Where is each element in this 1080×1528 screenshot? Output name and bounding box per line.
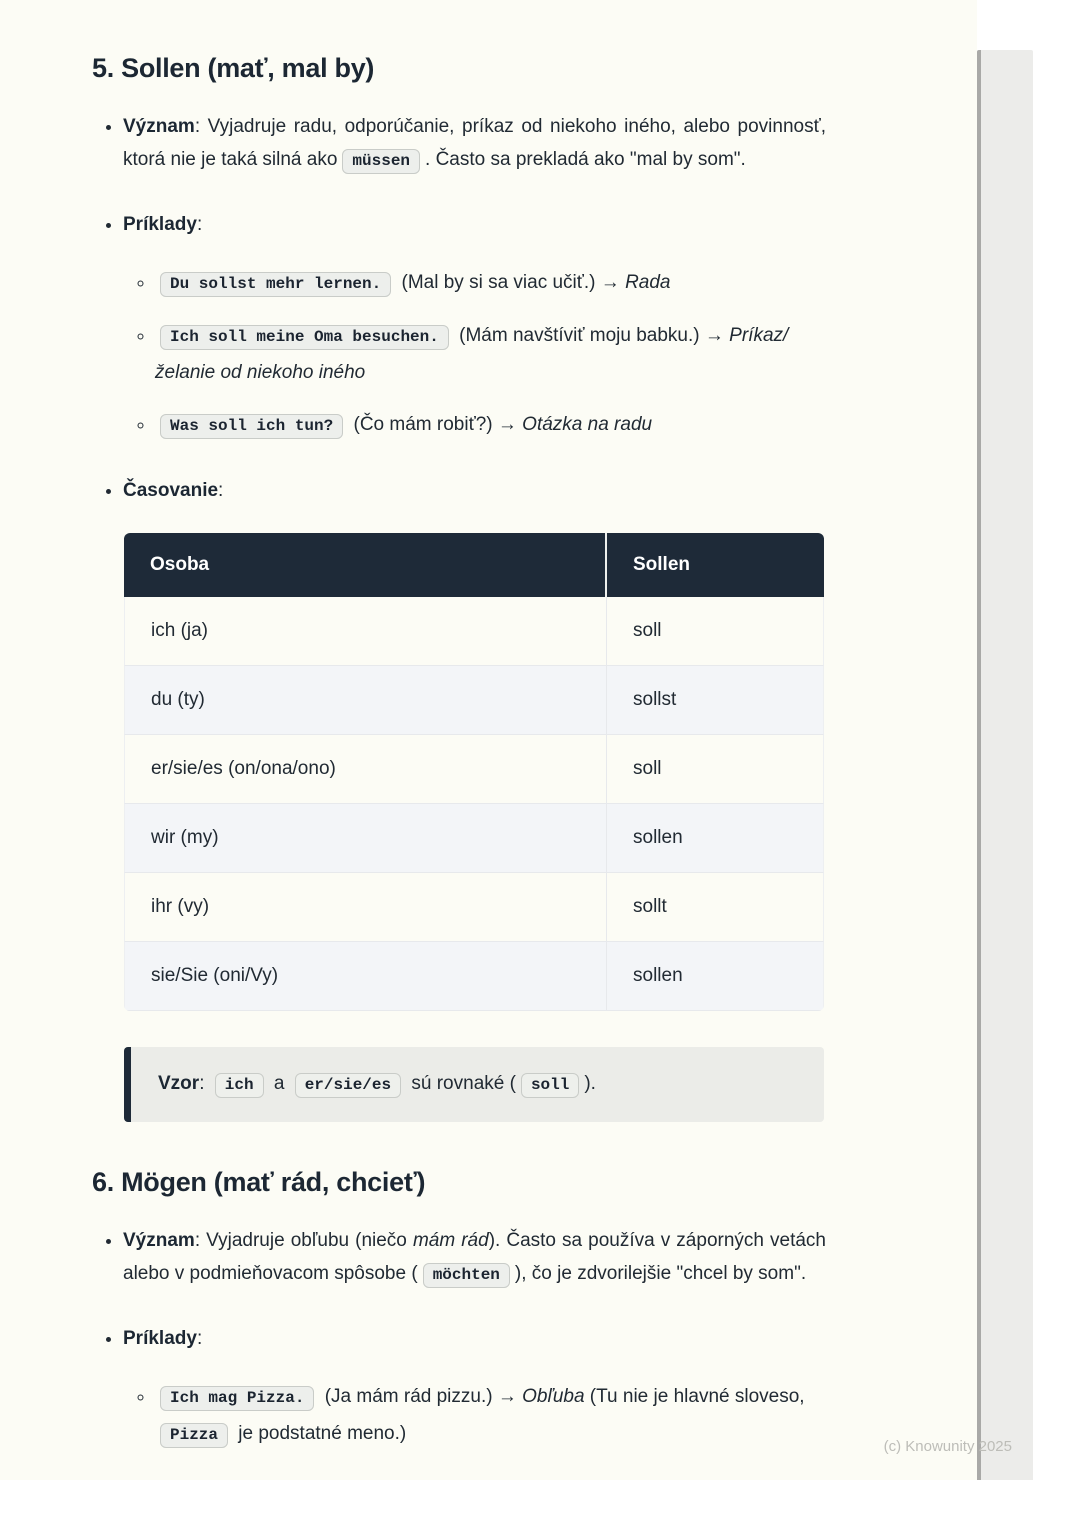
bold-text: Význam <box>123 116 195 137</box>
table-row <box>124 942 824 1011</box>
section-6-heading: 6. Mögen (mať rád, chcieť) <box>92 1167 426 1197</box>
code-chip: soll <box>521 1073 579 1098</box>
table-cell: soll <box>607 735 824 804</box>
table-header-row <box>124 533 824 597</box>
section-5-examples-list <box>123 265 826 444</box>
table-cell: wir (my) <box>124 804 607 873</box>
table-row <box>124 597 824 666</box>
example-item: ◦ Du sollst mehr lernen. (Mal by si sa viac učiť.) → Rada <box>155 265 826 302</box>
italic-text: Obľuba <box>522 1386 585 1407</box>
conjugation-table-head <box>124 533 824 597</box>
section-6-vyznam-item: • Význam: Vyjadruje obľubu (niečo mám rád). Často sa používa v záporných vetách alebo v podmieňovacom spôsobe ( möchten ), čo je zdvorilejšie "chcel by som". <box>123 1224 826 1292</box>
section-6-bullet-list <box>92 1224 826 1453</box>
table-row <box>124 873 824 942</box>
code-chip: Was soll ich tun? <box>160 414 343 439</box>
table-row <box>124 666 824 735</box>
section-6-priklady-item <box>123 1322 826 1453</box>
code-chip: er/sie/es <box>295 1073 401 1098</box>
table-row <box>124 804 824 873</box>
bold-text: Príklady <box>123 214 197 235</box>
example-item: ◦ Ich mag Pizza. (Ja mám rád pizzu.) → Obľuba (Tu nie je hlavné sloveso, Pizza je podstatné meno.) <box>155 1379 826 1453</box>
document-content <box>92 52 826 1453</box>
conjugation-table <box>124 533 824 1011</box>
section-5-bullet-list <box>92 110 826 507</box>
section-6-examples-list <box>123 1379 826 1453</box>
section-5-casovanie-item: • Časovanie: <box>123 474 826 507</box>
code-chip: müssen <box>342 149 420 174</box>
table-row <box>124 735 824 804</box>
section-5-heading: 5. Sollen (mať, mal by) <box>92 53 375 83</box>
conjugation-table-body <box>124 597 824 1011</box>
bold-text: Vzor <box>158 1073 200 1094</box>
italic-text: Príkaz/želanie od niekoho iného <box>155 325 789 383</box>
italic-text: Rada <box>625 272 671 293</box>
section-5-priklady-item <box>123 208 826 444</box>
section-5-vyznam-item: • Význam: Vyjadruje radu, odporúčanie, príkaz od niekoho iného, alebo povinnosť, ktorá nie je taká silná ako müssen . Často sa prekladá ako "mal by som". <box>123 110 826 178</box>
code-chip: Du sollst mehr lernen. <box>160 272 391 297</box>
table-cell: sollt <box>607 873 824 942</box>
table-cell: sie/Sie (oni/Vy) <box>124 942 607 1011</box>
example-item: ◦ Was soll ich tun? (Čo mám robiť?) → Otázka na radu <box>155 407 826 444</box>
vzor-callout: Vzor: ich a er/sie/es sú rovnaké ( soll ). <box>124 1047 824 1122</box>
table-header-sollen: Sollen <box>607 533 824 597</box>
bold-text: Význam <box>123 1230 195 1251</box>
table-cell: soll <box>607 597 824 666</box>
table-header-osoba: Osoba <box>124 533 607 597</box>
copyright-watermark: (c) Knowunity 2025 <box>883 1438 1012 1455</box>
code-chip: Ich soll meine Oma besuchen. <box>160 325 449 350</box>
table-cell: ihr (vy) <box>124 873 607 942</box>
code-chip: möchten <box>423 1263 510 1288</box>
scrollbar-track[interactable] <box>977 50 1033 1480</box>
code-chip: Ich mag Pizza. <box>160 1386 314 1411</box>
table-cell: du (ty) <box>124 666 607 735</box>
italic-text: mám rád <box>412 1230 489 1251</box>
example-item: ◦ Ich soll meine Oma besuchen. (Mám navštíviť moju babku.) → Príkaz/želanie od niekoho iného <box>155 318 826 391</box>
bold-text: Príklady <box>123 1328 197 1349</box>
bold-text: Časovanie <box>123 480 219 501</box>
table-cell: sollen <box>607 942 824 1011</box>
italic-text: Otázka na radu <box>522 414 653 435</box>
table-cell: sollst <box>607 666 824 735</box>
code-chip: ich <box>215 1073 264 1098</box>
priklady-label: Príklady: <box>123 1328 203 1349</box>
priklady-label: Príklady: <box>123 214 203 235</box>
table-cell: sollen <box>607 804 824 873</box>
code-chip: Pizza <box>160 1423 228 1448</box>
table-cell: er/sie/es (on/ona/ono) <box>124 735 607 804</box>
table-cell: ich (ja) <box>124 597 607 666</box>
